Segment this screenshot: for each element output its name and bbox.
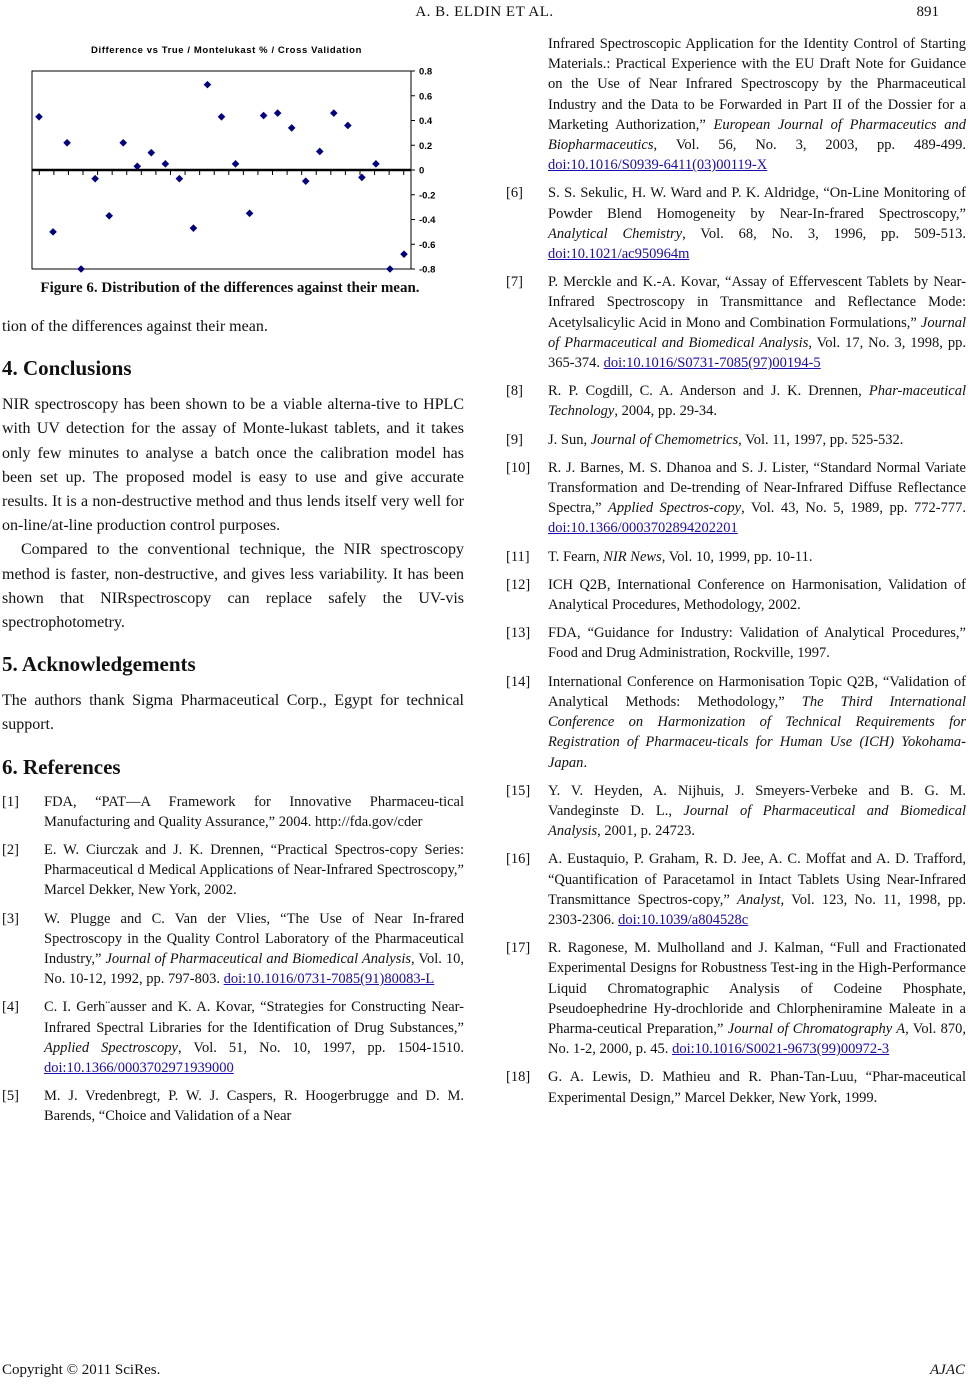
scatter-plot bbox=[2, 34, 464, 274]
reference-number bbox=[506, 34, 548, 175]
y-tick-label: 0 bbox=[419, 165, 425, 177]
reference-text bbox=[548, 272, 966, 373]
reference-number: [10] bbox=[506, 459, 531, 476]
reference-authors-title: M. J. Vredenbregt, P. W. J. Caspers, R. Hoogerbrugge and D. M. Barends, “Choice and Validation of a Near bbox=[44, 1088, 464, 1125]
reference-details: , Vol. 68, No. 3, 1996, pp. 509-513. bbox=[682, 225, 966, 242]
reference-text bbox=[548, 623, 966, 663]
reference-item bbox=[2, 840, 464, 901]
y-tick-label: 0.6 bbox=[419, 91, 433, 103]
reference-number: [1] bbox=[2, 793, 19, 810]
reference-number: [9] bbox=[506, 431, 523, 448]
reference-source: NIR News bbox=[603, 548, 662, 565]
reference-source: Applied Spectroscopy bbox=[44, 1039, 178, 1056]
left-column bbox=[2, 34, 464, 1135]
reference-number: [7] bbox=[506, 274, 523, 291]
reference-source: Journal of Chemometrics bbox=[590, 431, 739, 448]
reference-authors-title: C. I. Gerh¨ausser and K. A. Kovar, “Strategies for Constructing Near-Infrared Spectral Libraries for the Identification of Drug Substances,” bbox=[44, 999, 464, 1036]
reference-text bbox=[548, 938, 966, 1059]
reference-item bbox=[506, 623, 966, 663]
reference-number: [6] bbox=[506, 185, 523, 202]
reference-number: [16] bbox=[506, 851, 531, 868]
doi-link[interactable]: doi:10.1016/S0731-7085(97)00194-5 bbox=[603, 355, 821, 372]
reference-text bbox=[548, 458, 966, 539]
y-tick-label: -0.8 bbox=[419, 264, 436, 274]
reference-details: , Vol. 56, No. 3, 2003, pp. 489-499. bbox=[653, 137, 966, 154]
y-tick-label: -0.6 bbox=[419, 239, 436, 251]
reference-details: , Vol. 10, 1999, pp. 10-11. bbox=[661, 548, 813, 565]
reference-authors-title: J. Sun, bbox=[548, 431, 591, 448]
reference-authors-title: P. Merckle and K.-A. Kovar, “Assay of Effervescent Tablets by Near-Infrared Spectroscopy in Transmittance and Reflectance Mode: Acetylsalicylic Acid in Mono and Combination Formulations,” bbox=[548, 274, 966, 331]
page-header bbox=[0, 2, 969, 26]
reference-authors-title: FDA, “PAT—A Framework for Innovative Pharmaceu-tical Manufacturing and Quality Assurance,” 2004. http://fda.gov/cder bbox=[44, 793, 464, 830]
reference-text bbox=[44, 1086, 464, 1126]
reference-details: , Vol. 43, No. 5, 1989, pp. 772-777. bbox=[741, 500, 966, 517]
reference-source: Applied Spectros-copy bbox=[607, 500, 742, 517]
reference-item bbox=[506, 672, 966, 773]
reference-number: [13] bbox=[506, 625, 531, 642]
reference-details: , Vol. 123, No. 11, 1998, pp. 2303-2306. bbox=[548, 891, 966, 928]
reference-source: Analyst bbox=[737, 891, 781, 908]
reference-text bbox=[548, 672, 966, 773]
conclusions-heading: 4. Conclusions bbox=[2, 356, 132, 381]
reference-authors-title: R. J. Barnes, M. S. Dhanoa and S. J. Lister, “Standard Normal Variate Transformation and De-trending of Near-Infrared Diffuse Reflectance Spectra,” bbox=[548, 459, 966, 517]
reference-source: Phar-maceutical Technology bbox=[548, 383, 966, 420]
reference-text bbox=[44, 792, 464, 832]
acknowledgements-heading: 5. Acknowledgements bbox=[2, 652, 196, 677]
reference-number: [4] bbox=[2, 999, 19, 1016]
reference-number: [18] bbox=[506, 1069, 531, 1086]
doi-link[interactable]: doi:10.1039/a804528c bbox=[618, 911, 749, 928]
doi-link[interactable]: doi:10.1366/0003702894202201 bbox=[548, 520, 738, 537]
reference-item bbox=[2, 1086, 464, 1126]
reference-details: , 2001, p. 24723. bbox=[597, 823, 696, 840]
reference-item bbox=[506, 1067, 966, 1107]
y-tick-label: -0.2 bbox=[419, 190, 436, 202]
reference-item bbox=[2, 792, 464, 832]
reference-details: , Vol. 51, No. 10, 1997, pp. 1504-1510. bbox=[177, 1039, 465, 1056]
reference-authors-title: Y. V. Heyden, A. Nijhuis, J. Smeyers-Verbeke and B. G. M. Vandeginste D. L., bbox=[548, 782, 966, 819]
reference-text bbox=[548, 430, 966, 450]
reference-text bbox=[548, 381, 966, 421]
reference-item bbox=[2, 997, 464, 1078]
y-tick-label: 0.2 bbox=[419, 140, 433, 152]
reference-text bbox=[548, 1067, 966, 1107]
reference-item bbox=[506, 938, 966, 1059]
reference-authors-title: ICH Q2B, International Conference on Harmonisation, Validation of Analytical Procedures, Methodology, 2002. bbox=[548, 576, 966, 614]
reference-item bbox=[506, 381, 966, 421]
references-heading: 6. References bbox=[2, 754, 121, 779]
running-head: A. B. ELDIN ET AL. bbox=[415, 4, 554, 20]
reference-text bbox=[548, 34, 966, 175]
reference-text bbox=[548, 183, 966, 264]
reference-item bbox=[506, 34, 966, 175]
reference-source: Journal of Pharmaceutical and Biomedical Analysis bbox=[548, 802, 966, 840]
reference-text bbox=[548, 547, 966, 567]
reference-source: Journal of Chromatography A bbox=[727, 1020, 906, 1037]
reference-number: [2] bbox=[2, 842, 19, 859]
reference-text bbox=[548, 575, 966, 615]
reference-source: Journal of Pharmaceutical and Biomedical Analysis bbox=[105, 951, 412, 968]
reference-item bbox=[506, 458, 966, 539]
reference-item bbox=[506, 430, 966, 450]
reference-authors-title: Infrared Spectroscopic Application for the Identity Control of Starting Materials.: Practical Experience with the EU Draft Note for Guidance on the Use of Near Infrared Spectroscopy by the Pharmaceutical Industry and the Data to be Forwarded in Part II of the Dossier for a Marketing Authorization,” bbox=[548, 36, 966, 133]
reference-number: [17] bbox=[506, 940, 531, 957]
reference-source: European Journal of Pharmaceutics and Biopharmaceutics bbox=[548, 116, 966, 154]
reference-source: The Third International Conference on Harmonization of Technical Requirements for Registration of Pharmaceu-ticals for Human Use (ICH) Yokohama-Japan bbox=[548, 693, 966, 771]
reference-item bbox=[506, 575, 966, 615]
references-list-left bbox=[2, 792, 464, 1127]
reference-authors-title: FDA, “Guidance for Industry: Validation of Analytical Procedures,” Food and Drug Administration, Rockville, 1997. bbox=[548, 625, 966, 662]
reference-authors-title: T. Fearn, bbox=[548, 548, 604, 565]
doi-link[interactable]: doi:10.1366/0003702971939000 bbox=[44, 1060, 234, 1077]
reference-authors-title: S. S. Sekulic, H. W. Ward and P. K. Aldridge, “On-Line Monitoring of Powder Blend Homogeneity by Near-In-frared Spectroscopy,” bbox=[548, 185, 966, 222]
conclusions-paragraph-2: Compared to the conventional technique, the NIR spectroscopy method is faster, non-destructive, and gives less variability. It has been shown that NIRspectroscopy can replace safely the UV-vis spectrophotometry. bbox=[2, 541, 464, 632]
reference-item bbox=[506, 272, 966, 373]
journal-abbrev: AJAC bbox=[930, 1362, 965, 1378]
reference-authors-title: R. P. Cogdill, C. A. Anderson and J. K. Drennen, bbox=[548, 383, 869, 400]
reference-item bbox=[2, 909, 464, 990]
reference-details: , Vol. 11, 1997, pp. 525-532. bbox=[738, 431, 904, 448]
reference-number: [11] bbox=[506, 548, 530, 565]
conclusions-paragraph-1: NIR spectroscopy has been shown to be a viable alterna-tive to HPLC with UV detection for the assay of Monte-lukast tablets, and it takes only few minutes to analyse a batch once the calibration model has been set up. The proposed model is easy to use and give accurate results. It is a non-destructive method and thus lends itself very well for on-line/at-line production control purposes. bbox=[2, 396, 464, 535]
reference-text bbox=[548, 849, 966, 930]
acknowledgements-text: The authors thank Sigma Pharmaceutical Corp., Egypt for technical support. bbox=[2, 692, 464, 734]
copyright-notice: Copyright © 2011 SciRes. bbox=[2, 1362, 161, 1378]
reference-details: . bbox=[583, 754, 588, 771]
reference-number: [3] bbox=[2, 910, 19, 927]
right-column bbox=[506, 34, 966, 1116]
continuation-text: tion of the differences against their mean. bbox=[2, 318, 268, 335]
y-tick-label: 0.4 bbox=[419, 116, 433, 127]
reference-source: Analytical Chemistry bbox=[548, 225, 683, 242]
chart-title: Difference vs True / Montelukast % / Cross Validation bbox=[91, 45, 362, 56]
reference-item bbox=[506, 547, 966, 567]
doi-link[interactable]: doi:10.1021/ac950964m bbox=[548, 246, 690, 263]
reference-item bbox=[506, 183, 966, 264]
reference-text bbox=[548, 781, 966, 842]
reference-item bbox=[506, 781, 966, 842]
reference-details: , 2004, pp. 29-34. bbox=[614, 403, 718, 420]
reference-authors-title: R. Ragonese, M. Mulholland and J. Kalman, “Full and Fractionated Experimental Designs for Robustness Test-ing in the High-Performance Liquid Chromatographic Analysis of Codeine Phosphate, Pseudoephedrine Hy-drochloride and Chlorpheniramine Maleate in a Pharma-ceutical Preparation,” bbox=[548, 940, 966, 1037]
reference-authors-title: G. A. Lewis, D. Mathieu and R. Phan-Tan-Luu, “Phar-maceutical Experimental Design,” Marcel Dekker, New York, 1999. bbox=[548, 1069, 966, 1106]
doi-link[interactable]: doi:10.1016/0731-7085(91)80083-L bbox=[223, 971, 435, 988]
reference-number: [14] bbox=[506, 673, 531, 690]
y-tick-label: -0.4 bbox=[419, 215, 436, 226]
reference-item bbox=[506, 849, 966, 930]
references-list-right bbox=[506, 34, 966, 1108]
reference-text bbox=[44, 997, 464, 1078]
doi-link[interactable]: doi:10.1016/S0939-6411(03)00119-X bbox=[548, 157, 768, 174]
reference-text bbox=[44, 840, 464, 901]
reference-number: [15] bbox=[506, 782, 531, 799]
reference-authors-title: International Conference on Harmonisation Topic Q2B, “Validation of Analytical Methods: Methodology,” bbox=[548, 673, 966, 710]
reference-number: [5] bbox=[2, 1088, 19, 1105]
y-tick-label: 0.8 bbox=[419, 66, 433, 78]
reference-text bbox=[44, 909, 464, 990]
reference-details: , Vol. 870, No. 1-2, 2000, p. 45. bbox=[548, 1020, 966, 1058]
reference-number: [8] bbox=[506, 383, 523, 400]
reference-details: , Vol. 17, No. 3, 1998, pp. 365-374. bbox=[548, 334, 966, 372]
page-number: 891 bbox=[916, 4, 939, 20]
doi-link[interactable]: doi:10.1016/S0021-9673(99)00972-3 bbox=[672, 1041, 890, 1058]
reference-details: , Vol. 10, No. 10-12, 1992, pp. 797-803. bbox=[44, 951, 464, 988]
reference-number: [12] bbox=[506, 576, 531, 593]
reference-authors-title: A. Eustaquio, P. Graham, R. D. Jee, A. C. Moffat and A. D. Trafford, “Quantification of Paracetamol in Intact Tablets Using Near-Infrared Transmittance Spectros-copy,” bbox=[548, 851, 966, 908]
reference-authors-title: W. Plugge and C. Van der Vlies, “The Use of Near In-frared Spectroscopy in the Quality Control Laboratory of the Pharmaceutical Industry,” bbox=[44, 910, 464, 968]
reference-authors-title: E. W. Ciurczak and J. K. Drennen, “Practical Spectros-copy Series: Pharmaceutical d Medical Applications of Near-Infrared Spectroscopy,” Marcel Dekker, New York, 2002. bbox=[44, 842, 464, 899]
figure-caption: Figure 6. Distribution of the differences against their mean. bbox=[40, 280, 420, 296]
figure-6-chart bbox=[2, 34, 464, 274]
page-footer bbox=[0, 1362, 969, 1384]
reference-source: Journal of Pharmaceutical and Biomedical Analysis bbox=[548, 314, 966, 351]
